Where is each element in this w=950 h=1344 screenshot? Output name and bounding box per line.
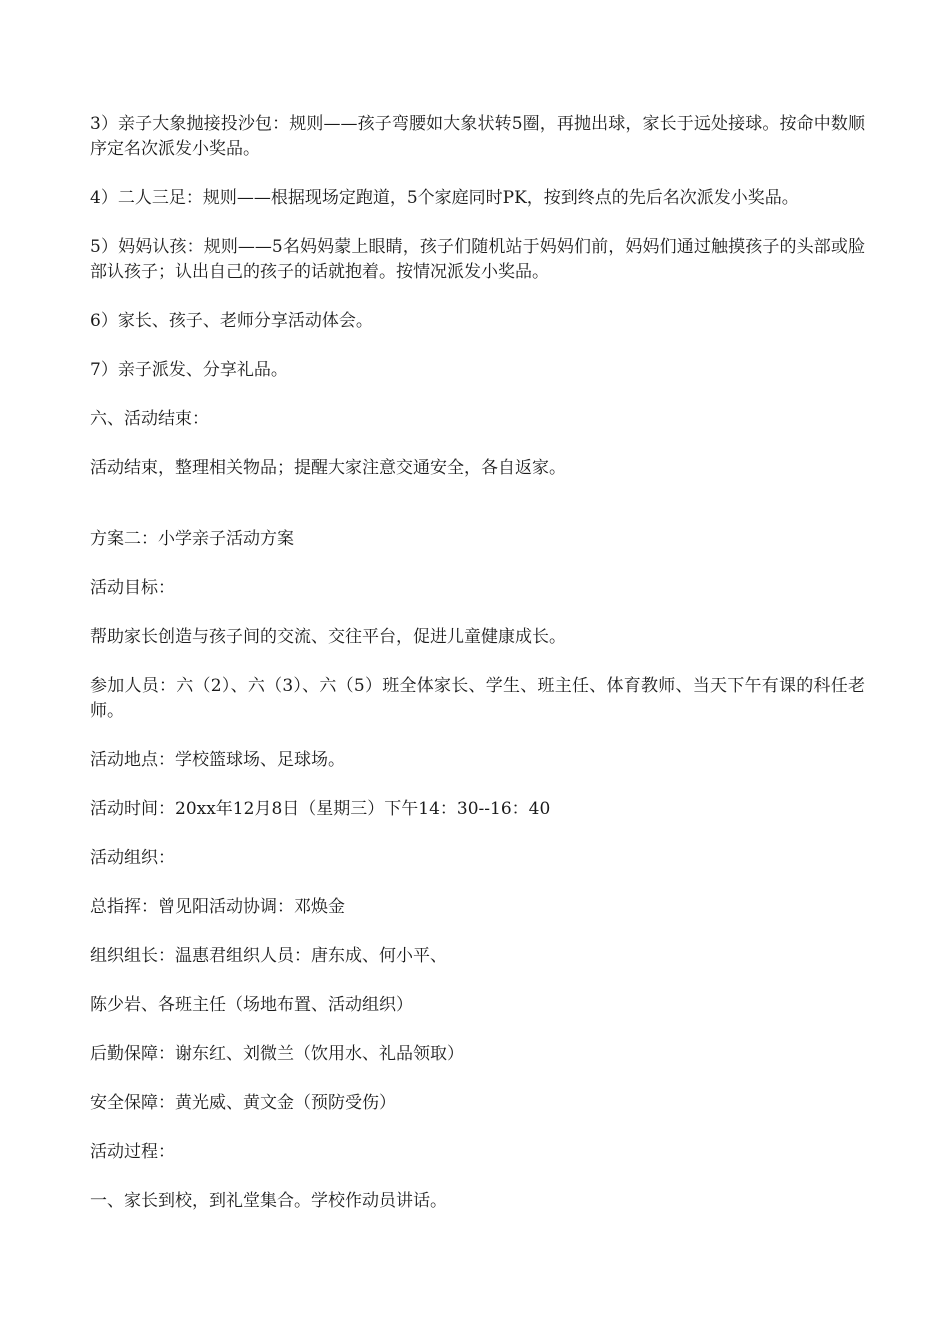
plan-two-title: 方案二：小学亲子活动方案: [90, 529, 294, 549]
paragraph-item-6: 6）家长、孩子、老师分享活动体会。: [90, 311, 373, 331]
paragraph-time: 活动时间：20xx年12月8日（星期三）下午14：30--16：40: [90, 799, 551, 819]
paragraph-logistics: 后勤保障：谢东红、刘微兰（饮用水、礼品领取）: [90, 1044, 464, 1064]
paragraph-item-5: 5）妈妈认孩：规则——5名妈妈蒙上眼睛，孩子们随机站于妈妈们前，妈妈们通过触摸孩子的头部或脸部认孩子；认出自己的孩子的话就抱着。按情况派发小奖品。: [90, 237, 865, 282]
section-gap: [90, 505, 865, 527]
paragraph-group-leader: 组织组长：温惠君组织人员：唐东成、何小平、: [90, 946, 447, 966]
paragraph-staff: 陈少岩、各班主任（场地布置、活动组织）: [90, 995, 413, 1015]
paragraph-item-3: 3）亲子大象抛接投沙包：规则——孩子弯腰如大象状转5圈，再抛出球，家长于远处接球。按命中数顺序定名次派发小奖品。: [90, 114, 865, 159]
paragraph-step-one: 一、家长到校，到礼堂集合。学校作动员讲话。: [90, 1191, 447, 1211]
paragraph-activity-goal: 帮助家长创造与孩子间的交流、交往平台，促进儿童健康成长。: [90, 627, 566, 647]
paragraph-participants: 参加人员：六（2）、六（3）、六（5）班全体家长、学生、班主任、体育教师、当天下午有课的科任老师。: [90, 676, 865, 721]
paragraph-item-7: 7）亲子派发、分享礼品。: [90, 360, 288, 380]
document-page: [90, 112, 865, 1238]
paragraph-safety: 安全保障：黄光威、黄文金（预防受伤）: [90, 1093, 396, 1113]
section-heading-activity-end: 六、活动结束：: [90, 409, 209, 429]
paragraph-commander: 总指挥：曾见阳活动协调：邓焕金: [90, 897, 345, 917]
paragraph-item-4: 4）二人三足：规则——根据现场定跑道，5个家庭同时PK，按到终点的先后名次派发小奖品。: [90, 188, 799, 208]
heading-activity-process: 活动过程：: [90, 1142, 175, 1162]
paragraph-location: 活动地点：学校篮球场、足球场。: [90, 750, 345, 770]
heading-activity-goal: 活动目标：: [90, 578, 175, 598]
heading-organization: 活动组织：: [90, 848, 175, 868]
paragraph-activity-end: 活动结束，整理相关物品；提醒大家注意交通安全，各自返家。: [90, 458, 566, 478]
